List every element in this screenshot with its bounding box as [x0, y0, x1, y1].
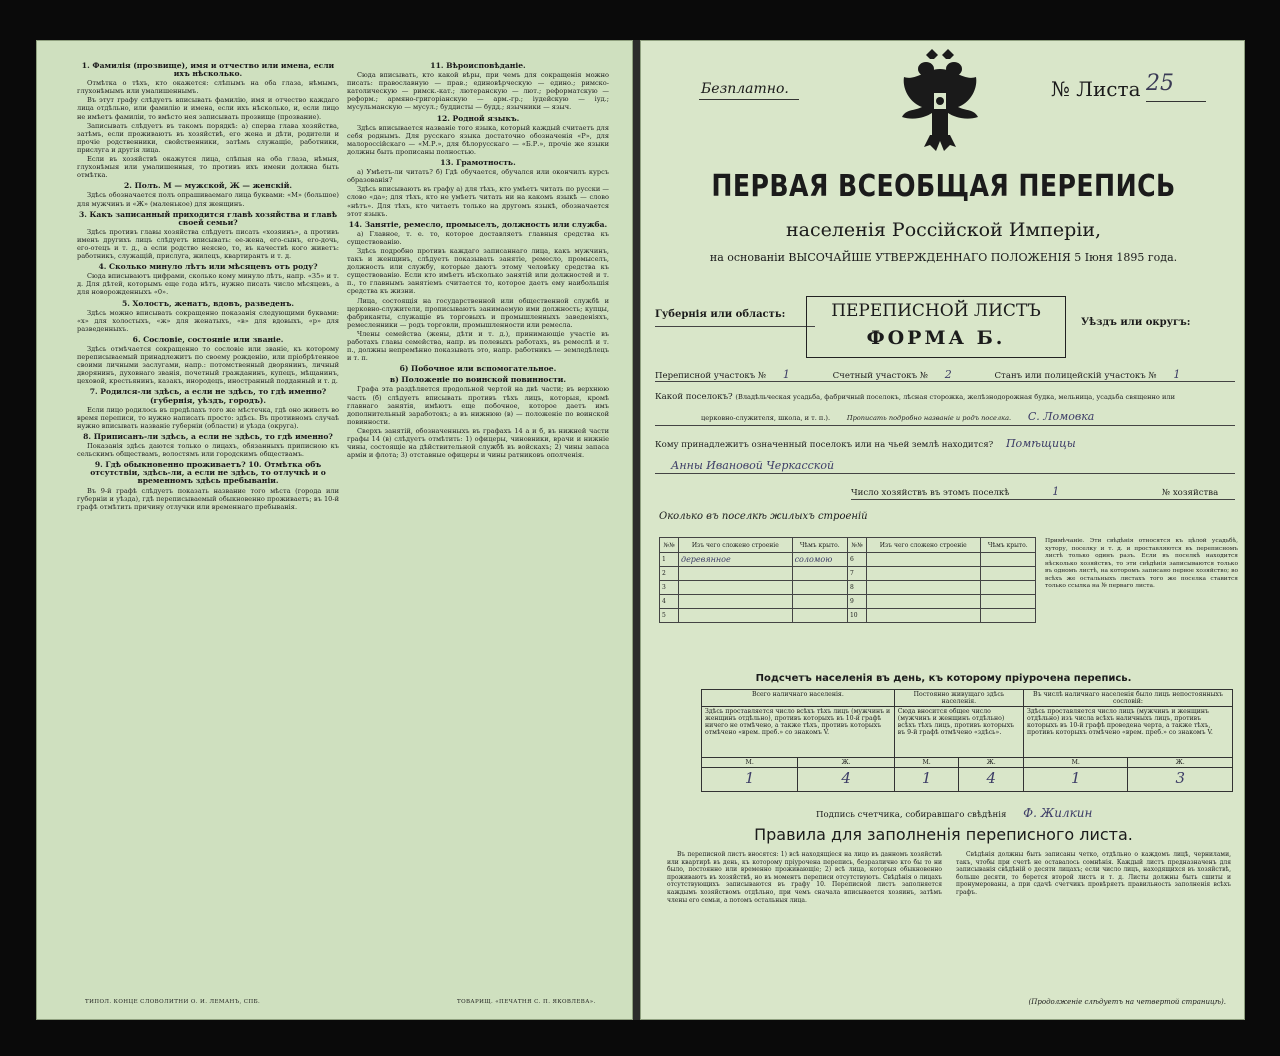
row-number: 4 — [660, 595, 679, 609]
instruction-paragraph: Отмѣтка о тѣхъ, кто окажется: слѣпымъ на оба глаза, нѣмымъ, глухонѣмымъ или умалишеннымъ. — [77, 79, 339, 96]
row-number: 6 — [847, 553, 866, 567]
instruction-paragraph: Члены семейства (жены, дѣти и т. д.), принимающіе участіе въ работахъ главы семейства, напр. въ полевыхъ работахъ, въ ремеслѣ и т. п., должны непремѣнно показывать это, напр. работникъ — земледѣлецъ и т. п. — [347, 329, 609, 363]
instruction-paragraph: а) Умѣетъ-ли читать? б) Гдѣ обучается, обучался или окончилъ курсъ образованія? — [347, 168, 609, 185]
summary-male-head: М. — [894, 758, 959, 768]
instruction-paragraph: Здѣсь можно вписывать сокращенно показанія следующими буквами: «х» для холостыхъ, «ж» для женатыхъ, «в» для вдовыхъ, «р» для разведенныхъ. — [77, 308, 339, 333]
table-cell — [792, 609, 847, 623]
settlement-hint: (Владѣльческая усадьба, фабричный поселокъ, лѣсная сторожка, желѣзнодорожная будка, мельница, усадьба священно или — [735, 393, 1175, 401]
section-heading: б) Побочное или вспомогательное. — [399, 364, 557, 374]
owner-row-2 — [671, 459, 834, 472]
printer-stamp-left: ТИПОЛ. КОНЦЕ СЛОВОЛИТНИ О. И. ЛЕМАНЪ, СПБ. — [85, 999, 261, 1005]
summary-resident-female: 4 — [959, 768, 1024, 792]
table-cell — [866, 595, 980, 609]
table-cell — [792, 595, 847, 609]
settlement-value: С. Ломовка — [1027, 410, 1095, 423]
row-number: 8 — [847, 581, 866, 595]
instructions-column-2 — [347, 59, 609, 460]
rules-paragraph: Свѣдѣнія должны быть записаны четко, отдѣльно о каждомъ лицѣ, чернилами, такъ, чтобы при счетѣ не оставалось сомнѣнія. Каждый листъ предназначенъ для записыванія свѣдѣній о десяти лицахъ; если число лицъ, находящихся въ хозяйствѣ, больше десяти, то берется второй листъ и т. д. Листы должны быть сшиты и пронумерованы, а при сдачѣ счетчикъ провѣряетъ правильность заполненія всѣхъ графъ. — [956, 851, 1231, 896]
table-row — [660, 595, 1036, 609]
owner-label: Кому принадлежитъ означенный поселокъ или на чьей землѣ находится? — [655, 440, 994, 450]
table-cell — [792, 581, 847, 595]
homes-col-roof-right: Чѣмъ крыто. — [980, 538, 1035, 553]
table-cell — [866, 553, 980, 567]
section-heading: 5. Холостъ, женатъ, вдовъ, разведенъ. — [121, 298, 295, 308]
summary-male-head: М. — [702, 758, 798, 768]
instructions-column-1 — [77, 59, 339, 512]
summary-desc-resident: Сюда вносится общее число (мужчинъ и женщинъ отдѣльно) всѣхъ тѣхъ лицъ, противъ которыхъ въ 9-й графѣ отмѣчено «здѣсь». — [894, 707, 1023, 758]
page-fold — [633, 40, 640, 1020]
instruction-paragraph: Показанія здѣсь даются только о лицахъ, обязанныхъ приписною къ сельскимъ обществамъ, волостямъ или городскимъ обществамъ. — [77, 442, 339, 459]
stan-value: 1 — [1173, 368, 1181, 381]
table-row — [660, 581, 1036, 595]
owner-row — [655, 437, 1076, 450]
summary-nonresident-male: 1 — [1024, 768, 1128, 792]
table-cell — [980, 595, 1035, 609]
rules-paragraph: Въ переписной листъ вносятся: 1) всѣ находящіеся на лицо въ данномъ хозяйствѣ или квартирѣ въ день, къ которому пріурочена перепись, безразлично кто бы то ни было, постоянно или временно проживающіе; 2) всѣ лица, которыя обыкновенно проживаютъ въ хозяйствѣ, но въ моментъ переписи отсутствуютъ. Свѣдѣнія о лицахъ отсутствующихъ записываются въ графу 10. Переписной листъ заполняется каждымъ хозяйствомъ отдѣльно, при чемъ сначала вписывается хозяинъ, затѣмъ члены его семьи, а потомъ остальныя лица. — [667, 851, 942, 904]
row-number: 7 — [847, 567, 866, 581]
homes-col-no-right: №№ — [847, 538, 866, 553]
settlement-row — [655, 392, 1175, 402]
settlement-label: Какой поселокъ? — [655, 392, 733, 402]
summary-total-female: 4 — [798, 768, 894, 792]
table-row — [660, 609, 1036, 623]
double-headed-eagle-emblem — [896, 47, 984, 155]
table-row — [660, 553, 1036, 567]
instruction-paragraph: Графа эта раздѣляется продольной чертой на двѣ части; въ верхнюю часть (б) слѣдуетъ вписывать противъ тѣхъ лицъ, которыя, кромѣ главнаго занятія, имѣютъ еще побочное, которое даетъ имъ дополнительный заработокъ; а въ нижнюю (в) — положеніе по воинской повинности. — [347, 385, 609, 426]
census-subtitle: населенія Россійской Имперіи, — [785, 219, 1102, 241]
table-cell — [792, 567, 847, 581]
settlement-hint-2: церковно-служителя, школа, и т. п.). — [701, 414, 831, 422]
section-heading: 9. Гдѣ обыкновенно проживаетъ? 10. Отмѣтка объ отсутствіи, здѣсь-ли, а если не здѣсь, то отлучкѣ и о временномъ здѣсь пребываніи. — [90, 460, 326, 486]
census-area-value: 1 — [782, 368, 790, 381]
household-number-label: № хозяйства — [1161, 488, 1219, 498]
table-row — [660, 567, 1036, 581]
instruction-paragraph: Здѣсь подробно противъ каждаго записаннаго лица, какъ мужчинъ, такъ и женщинъ, слѣдуетъ показывать занятіе, ремесло, промыселъ, должность или службу, которые даютъ этому человѣку средства къ существованію. Если кто имѣетъ нѣсколько занятій или должностей и т. п., то главнымъ занятіемъ считается то, которое даетъ ему наибольшія средства къ жизни. — [347, 246, 609, 296]
row-number: 3 — [660, 581, 679, 595]
instruction-paragraph: Если въ хозяйствѣ окажутся лица, слѣпыя на оба глаза, нѣмыя, глухонѣмыя или умалишенныя, то противъ ихъ имени должна быть отмѣтка. — [77, 155, 339, 180]
section-heading: 11. Вѣроисповѣданіе. — [430, 61, 526, 70]
summary-female-head: Ж. — [959, 758, 1024, 768]
instruction-paragraph: Здѣсь отмѣчается сокращенно то сословіе или званіе, къ которому переписываемый принадлежитъ по своему рожденію, или пріобрѣтенное своими личными заслугами, напр.: потомственный дворянинъ, личный дворянинъ, духовнаго званія, почетный гражданинъ, купецъ, мѣщанинъ, цеховой, крестьянинъ, казакъ, инородецъ, иностранный подданный и т. д. — [77, 345, 339, 386]
section-heading: 14. Занятіе, ремесло, промыселъ, должность или служба. — [348, 219, 608, 229]
instruction-paragraph: Здѣсь вписывается названіе того языка, который каждый считаетъ для себя роднымъ. Для русскаго языка достаточно обозначенія «Р», для малороссійскаго — «М.Р.», для бѣлорусскаго — «Б.Р.», прочіе же языки должны быть прописаны полностью. — [347, 123, 609, 156]
settlement-hint-3: Прописать подробно названіе и родъ поселка. — [846, 414, 1012, 422]
rules-column-1 — [667, 851, 942, 904]
continued-note: (Продолженіе слѣдуетъ на четвертой страницѣ). — [1028, 998, 1226, 1006]
printer-stamp-right: ТОВАРИЩ. «ПЕЧАТНЯ С. П. ЯКОВЛЕВА». — [457, 999, 596, 1005]
instruction-paragraph: Сверхъ занятій, обозначенныхъ въ графахъ 14 а и б, въ нижней части графы 14 (в) слѣдуетъ отмѣтить: 1) офицеры, чиновники, врачи и нижніе чины, состоящіе на дѣйствительной службѣ въ войскахъ; 2) чины запаса армін и флота; 3) отставные офицеры и чины ратниковъ ополченія. — [347, 426, 609, 460]
signature-row — [816, 806, 1092, 820]
census-title: ПЕРВАЯ ВСЕОБЩАЯ ПЕРЕПИСЬ — [711, 169, 1176, 204]
owner-value: Помѣщицы — [1005, 437, 1076, 450]
row-number: 10 — [847, 609, 866, 623]
section-heading: 12. Родной языкъ. — [436, 113, 520, 123]
homes-table — [659, 537, 1036, 623]
row-number: 2 — [660, 567, 679, 581]
instruction-paragraph: Если лицо родилось въ предѣлахъ того же мѣстечка, гдѣ оно живетъ во время переписи, то нужно написать просто: здѣсь. Въ противномъ случаѣ нужно вписывать названіе губерніи (области) и уѣзда (округа). — [77, 405, 339, 430]
row-underline — [655, 381, 1235, 382]
table-cell — [980, 567, 1035, 581]
decree-line: на основаніи ВЫСОЧАЙШЕ УТВЕРЖДЕННАГО ПОЛОЖЕНІЯ 5 Іюня 1895 года. — [709, 251, 1178, 264]
county-label: Уѣздъ или округъ: — [1081, 317, 1191, 328]
settlement-row-2 — [701, 410, 1094, 423]
summary-female-head: Ж. — [798, 758, 894, 768]
table-cell — [679, 609, 793, 623]
free-label: Безплатно. — [701, 81, 789, 97]
count-area-value: 2 — [944, 368, 952, 381]
homes-col-no-left: №№ — [660, 538, 679, 553]
owner-value-2: Анны Ивановой Черкасской — [671, 459, 835, 472]
signature-value: Ф. Жилкин — [1023, 806, 1093, 820]
left-page — [36, 40, 633, 1020]
summary-head-total: Всего наличнаго населенія. — [702, 690, 895, 707]
form-title-box — [806, 296, 1066, 358]
form-title: ПЕРЕПИСНОЙ ЛИСТЪ — [831, 301, 1041, 321]
row-underline — [655, 425, 1235, 426]
section-heading: 1. Фамилія (прозвище), имя и отчество или имена, если ихъ нѣсколько. — [81, 61, 335, 79]
row-underline — [851, 499, 1235, 500]
instruction-paragraph: Въ 9-й графѣ слѣдуетъ показать название того мѣста (города или губерніи и уѣзда), гдѣ переписываемый обыкновенно проживаетъ; въ 10-й графѣ отмѣтить причину отлучки или временнаго пребыванія. — [77, 486, 339, 511]
section-heading: 7. Родился-ли здѣсь, а если не здѣсь, то гдѣ именно? (губернія, уѣздъ, городъ). — [89, 387, 327, 405]
section-heading: в) Положеніе по воинской повинности. — [389, 375, 567, 385]
table-cell — [980, 609, 1035, 623]
instruction-paragraph: Здѣсь противъ главы хозяйства слѣдуетъ писать «хозяинъ», а противъ именъ другихъ лицъ слѣдуетъ вписывать: ее-жена, его-сынъ, его-дочь, его-отецъ и т. д., а если родство неясно, то, въ качествѣ кого живетъ: работникъ, служащій, прислуга, жилецъ, квартирантъ и т. д. — [77, 227, 339, 261]
homes-label: Околько въ поселкѣ жилыхъ строеній — [659, 511, 868, 522]
census-area-row — [655, 368, 1180, 381]
instruction-paragraph: Сюда вписывать, кто какой вѣры, при чемъ для сокращенія можно писать: православную — прав.; единовѣрческую — едино.; римско-католическую — римск.-кат.; лютеранскую — лют.; реформатскую — реформ.; армяно-григоріанскую — арм.-гр.; іудейскую — іуд.; мусульманскую — мусул.; буддисты — будд.; язычники — языч. — [347, 71, 609, 112]
instruction-paragraph: Здѣсь обозначается полъ опрашиваемаго лица буквами: «М» (большое) для мужчинъ и «Ж» (маленькое) для женщинъ. — [77, 191, 339, 208]
row-underline — [655, 473, 1235, 474]
table-cell — [980, 581, 1035, 595]
summary-nonresident-female: 3 — [1128, 768, 1233, 792]
instruction-paragraph: Записывать слѣдуетъ въ такомъ порядкѣ: а) сперва глава хозяйства, затѣмъ, если проживаютъ въ хозяйствѣ, его жена и дѣти, родители и прочіе родственники, свойственники, затѣмъ служащіе, работники, прислуга и другія лица. — [77, 121, 339, 154]
sheet-number-handwritten: 25 — [1146, 71, 1174, 96]
census-area-label: Переписной участокъ № — [655, 371, 767, 381]
sheet-number-label: № Листа — [1051, 77, 1141, 101]
households-row — [851, 485, 1218, 498]
summary-desc-nonresident: Здѣсь проставляется число лицъ (мужчинъ и женщинъ отдѣльно) изъ числа всѣхъ наличныхъ лицъ, противъ которыхъ въ 10-й графѣ проведена черта, а также тѣхъ, противъ которыхъ отмѣчено «врем. преб.» со знакомъ V. — [1024, 707, 1233, 758]
row-number: 5 — [660, 609, 679, 623]
row-number: 9 — [847, 595, 866, 609]
homes-col-material-right: Изъ чего сложено строеніе — [866, 538, 980, 553]
population-summary-title: Подсчетъ населенія въ день, къ которому пріурочена перепись. — [755, 673, 1132, 684]
homes-col-roof-left: Чѣмъ крыто. — [792, 538, 847, 553]
rules-column-2 — [956, 851, 1231, 897]
table-cell — [679, 581, 793, 595]
summary-head-nonresident: Въ числѣ наличнаго населенія было лицъ непостоянныхъ сословій: — [1024, 690, 1233, 707]
households-value: 1 — [1052, 485, 1060, 498]
table-cell — [980, 553, 1035, 567]
roof-material-value: соломою — [792, 553, 847, 567]
stan-label: Станъ или полицейскій участокъ № — [994, 371, 1157, 381]
count-area-label: Счетный участокъ № — [832, 371, 929, 381]
instruction-paragraph: а) Главное, т. е. то, которое доставляетъ главныя средства къ существованію. — [347, 229, 609, 246]
summary-resident-male: 1 — [894, 768, 959, 792]
section-heading: 3. Какъ записанный приходится главѣ хозяйства и главѣ своей семьи? — [78, 209, 338, 227]
instruction-paragraph: Лица, состоящія на государственной или общественной службѣ и церковно-служители, прописываютъ занимаемую ими должность; купцы, фабриканты, служащіе въ торговыхъ и промышленныхъ заведеніяхъ, ремесленники — родъ торговли, промышленности или ремесла. — [347, 296, 609, 329]
summary-female-head: Ж. — [1128, 758, 1233, 768]
summary-desc-total: Здѣсь проставляется число всѣхъ тѣхъ лицъ (мужчинъ и женщинъ отдѣльно), противъ которыхъ въ 10-й графѣ ничего не отмѣчено, а также тѣхъ, противъ которыхъ отмѣчено «врем. преб.» со знакомъ V. — [702, 707, 895, 758]
section-heading: 4. Сколько минуло лѣтъ или мѣсяцевъ отъ роду? — [98, 262, 318, 272]
households-label: Число хозяйствъ въ этомъ поселкѣ — [851, 488, 1010, 498]
signature-label: Подпись счетчика, собиравшаго свѣдѣнія — [816, 810, 1007, 820]
province-label: Губернія или область: — [655, 309, 786, 320]
free-underline — [699, 99, 799, 100]
section-heading: 13. Грамотность. — [440, 158, 516, 168]
section-heading: 6. Сословіе, состояніе или званіе. — [132, 334, 284, 344]
table-cell — [866, 581, 980, 595]
table-cell — [866, 609, 980, 623]
table-cell — [679, 567, 793, 581]
summary-male-head: М. — [1024, 758, 1128, 768]
section-heading: 8. Приписанъ-ли здѣсь, а если не здѣсь, то гдѣ именно? — [83, 431, 333, 441]
instruction-paragraph: Сюда вписываютъ цифрами, сколько кому минуло лѣтъ, напр. «35» и т. д. Для дѣтей, которымъ еще года нѣтъ, нужно писать число мѣсяцевъ, а для новорожденныхъ «0». — [77, 272, 339, 297]
table-cell — [866, 567, 980, 581]
summary-head-resident: Постоянно живущаго здѣсь населенія. — [894, 690, 1023, 707]
homes-note: Примѣчаніе. Эти свѣдѣнія относятся къ цѣлой усадьбѣ, хутору, поселку и т. д. и проставляются въ переписномъ листѣ только одинъ разъ. Если въ поселкѣ находится нѣсколько хозяйствъ, то эти свѣдѣнія записываются только въ одномъ листѣ, на которомъ записано первое хозяйство; во всѣхъ же остальныхъ листахъ того же поселка ставится только ссылка на № перваго листа. — [1045, 538, 1238, 589]
form-name: ФОРМА Б. — [866, 327, 1006, 349]
section-heading: 2. Полъ. М — мужской, Ж — женскій. — [124, 181, 292, 191]
table-cell — [679, 595, 793, 609]
instruction-paragraph: Здѣсь вписываютъ въ графу а) для тѣхъ, кто умѣетъ читать по русски — слово «да»; для тѣхъ, кто не умѣетъ читать ни на какомъ языкѣ — слово «нѣтъ». Для тѣхъ, кто читаетъ только на другомъ языкѣ, обозначается этот языкъ. — [347, 185, 609, 218]
row-number: 1 — [660, 553, 679, 567]
homes-col-material-left: Изъ чего сложено строеніе — [679, 538, 793, 553]
province-underline — [655, 326, 815, 327]
sheet-number-underline — [1146, 101, 1206, 102]
summary-total-male: 1 — [702, 768, 798, 792]
census-form-page — [640, 40, 1245, 1020]
instruction-paragraph: Въ этут графу слѣдуетъ вписывать фамилію, имя и отчество каждаго лица отдѣльно, или фамилію и имена, если ихъ нѣсколько, и, если лицо не имѣетъ фамиліи, то вмѣсто нея записывать прозвище (прозвание). — [77, 96, 339, 121]
wall-material-value: деревянное — [679, 553, 793, 567]
rules-title: Правила для заполненія переписного листа. — [754, 825, 1133, 844]
population-summary-table — [701, 689, 1233, 792]
